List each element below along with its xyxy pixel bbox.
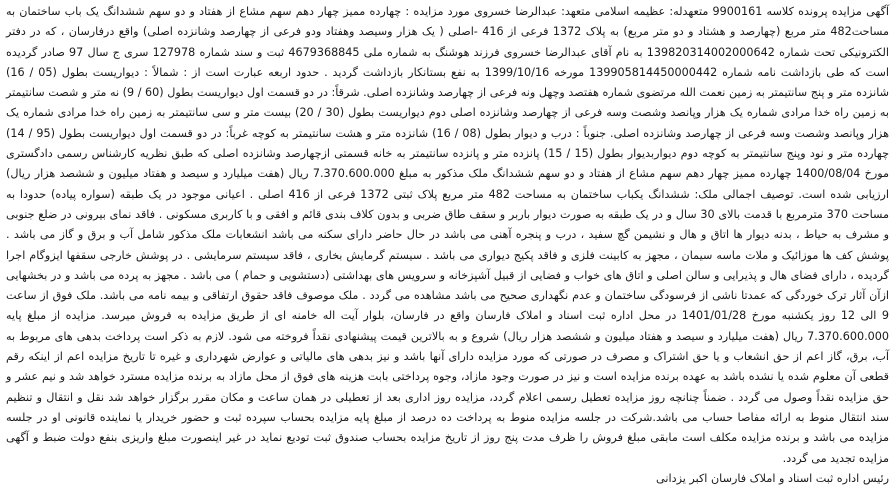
notice-signature: رئیس اداره ثبت اسناد و املاک فارسان اکبر یزدانی bbox=[656, 471, 889, 485]
notice-body-text: آگهی مزایده پرونده کلاسه 9900161 متعهدله: عظیمه اسلامی متعهد: عبدالرضا خسروی مورد مزایده : چهارده ممیز چهار دهم سهم مشاع از هفتاد و دو سهم ششدانگ یک باب ساختمان به مساحت482 متر مربع (چهارصد و هشتاد و دو متر مربع) به پلاک 1372 فرعی از 416 -اصلی ( یک هزار وسیصد وهفتاد ودو فرعی از چهارصد وشانزده اصلی) واقع درفارسان ، که در دفتر الکترونیکی تحت شماره 139820314002000642 به نام آقای عبدالرضا خسروی فرزند هوشنگ به شماره ملی 4679368845 ثبت و سند شماره 127978 سری ج سال 97 صادر گردیده است که طی بازداشت نامه شماره 139905814450000442 مورخه 1399/10/16 به نفع بستانکار بازداشت گردید . حدود اربعه عبارت است از : شمالاً : دیواریست بطول (05 / 16) شانزده متر و پنج سانتیمتر به زمین نعمت الله مرتضوی شماره هفتصد وچهل ونه فرعی از چهارصد وشانزده اصلی. شرقاً: در دو قسمت اول دیواریست بطول (60 / 9) نه متر و شصت سانتیمتر به زمین راه خدا مرادی شماره یک هزار وپانصد وشصت وسه فرعی از چهارصد وشانزده اصلی دوم دیواریست بطول (30 / 20) بیست متر و سی سانتیمتر به زمین راه خدا مرادی شماره یک هزار وپانصد وشصت وسه فرعی از چهارصد وشانزده اصلی. جنوباً : درب و دیوار بطول (08 / 16) شانزده متر و هشت سانتیمتر به کوچه غرباً: در دو قسمت اول دیواریست بطول (95 / 14) چهارده متر و نود وپنج سانتیمتر به کوچه دوم دیواربدیوار بطول (15 / 15) پانزده متر و پانزده سانتیمتر به خانه قسمتی ازچهارصد وشانزده اصلی که طبق نظریه کارشناس رسمی دادگستری مورخ 1400/08/04 چهارده ممیز چهار دهم سهم مشاع از هفتاد و دو سهم ششدانگ ملک مذکور به مبلغ 7.370.600.000 ریال (هفت میلیارد و سیصد و هفتاد میلیون و ششصد هزار ریال) ارزیابی شده است. توصیف اجمالی ملک: ششدانگ یکباب ساختمان به مساحت 482 متر مربع پلاک ثبتی 1372 فرعی از 416 اصلی . اعیانی موجود در یک طبقه (سواره پیاده) حدودا به مساحت 370 مترمربع با قدمت بالای 30 سال و در یک طبقه به صورت دیوار باربر و سقف طاق ضربی و بدون کلاف بندی قائم و افقی و با کاربری مسکونی . فاقد نمای بیرونی در ضلع جنوبی و مشرف به حیاط ، بدنه دیوار ها اتاق و هال و نشیمن گچ سفید ، درب و پنجره آهنی می باشد در حال حاضر دارای سکنه می باشد انشعابات ملک مذکور شامل آب و برق و گاز می باشد . پوشش کف ها موزائیک و ملات ماسه سیمان ، مجهز به کابینت فلزی و فاقد پکیج دیواری می باشد . سیستم گرمایش بخاری ، فاقد سیستم سرمایشی . در پوشش خارجی سقفها ایزوگام اجرا گردیده ، دارای فضای هال و پذیرایی و سالن اصلی و اتاق های خواب و فضایی از قبیل آشپزخانه و سرویس های بهداشتی (دستشویی و حمام ) می باشد . مجهز به پرده می باشد و در بخشهایی ازآن آثار ترک خوردگی که عمدتا ناشی از فرسودگی ساختمان و عدم نگهداری صحیح می باشد مشاهده می گردد . ملک موصوف فاقد حقوق ارتفاقی و بیمه نامه می باشد. ملک فوق از ساعت 9 الی 12 روز یکشنبه مورخ 1401/01/28 در محل اداره ثبت اسناد و املاک فارسان واقع در فارسان، بلوار آیت اله خامنه ای از طریق مزایده به فروش میرسد. مزایده از مبلغ پایه 7.370.600.000 ریال (هفت میلیارد و سیصد و هفتاد میلیون و ششصد هزار ریال) شروع و به بالاترین قیمت پیشنهادی نقداً فروخته می شود. لازم به ذکر است پرداخت بدهی های مربوط به آب، برق، گاز اعم از حق انشعاب و یا حق اشتراک و مصرف در صورتی که مورد مزایده دارای آنها باشد و نیز بدهی های مالیاتی و عوارض شهرداری و غیره تا تاریخ مزایده اعم از اینکه رقم قطعی آن معلوم شده یا نشده باشد به عهده برنده مزایده است و نیز در صورت وجود مازاد، وجوه پرداختی بابت هزینه های فوق از محل مازاد به برنده مزایده مسترد خواهد شد و نیم عشر و حق مزایده نقداً وصول می گردد . ضمناً چنانچه روز مزایده تعطیل رسمی اعلام گردد، مزایده روز اداری بعد از تعطیلی در همان ساعت و مکان مقرر برگزار خواهد شد نقل و انتقال و تنظیم سند انتقال منوط به ارائه مفاصا حساب می باشد.شرکت در جلسه مزایده منوط به پرداخت ده درصد از مبلغ پایه مزایده بحساب سپرده ثبت و حضور خریدار یا نماینده قانونی او در جلسه مزایده می باشد و برنده مزایده مکلف است مابقی مبلغ فروش را ظرف مدت پنج روز از تاریخ مزایده بحساب صندوق ثبت تودیع نماید در غیر اینصورت مبلغ واریزی بنفع دولت ضبط و آگهی مزایده تجدید می گردد. bbox=[6, 5, 890, 465]
